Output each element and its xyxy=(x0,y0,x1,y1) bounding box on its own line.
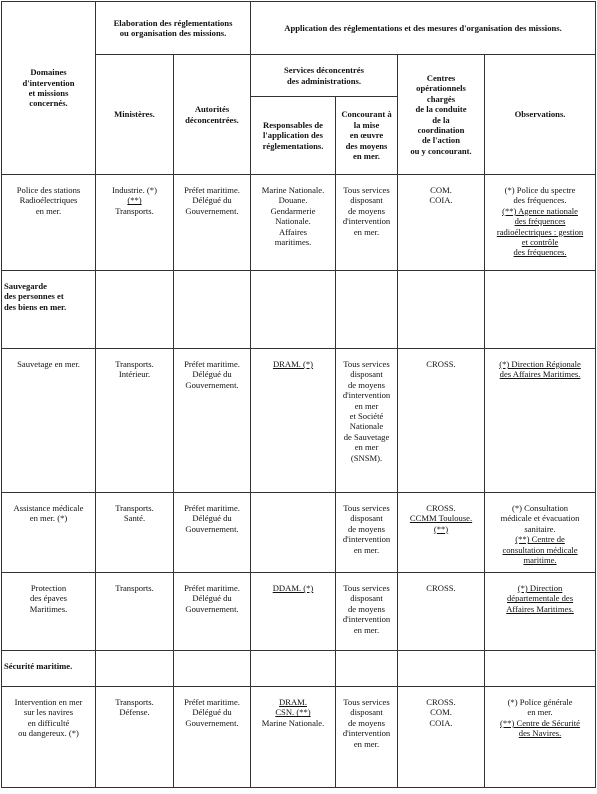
cell-line: CROSS. xyxy=(426,359,456,369)
empty-cell xyxy=(174,651,251,687)
centres-cell xyxy=(398,349,485,493)
cell-line: de moyens xyxy=(348,379,385,390)
centres-cell xyxy=(398,175,485,271)
header-responsables: Responsables de l'application des réglementations. xyxy=(251,97,336,175)
cell-line: Gouvernement. xyxy=(185,205,239,216)
header-centres: Centres opérationnels chargés de la conduite de la coordination de l'action ou y concourant. xyxy=(398,55,485,175)
observations-cell xyxy=(485,175,596,271)
cell-line: Sauvetage en mer. xyxy=(17,359,80,369)
cell-line: CROSS. xyxy=(426,697,456,707)
cell-line: d'intervention xyxy=(342,390,391,401)
concourant-cell xyxy=(336,573,398,651)
responsables-cell xyxy=(251,573,336,651)
cell-line: Assistance médicale xyxy=(13,503,84,513)
ministeres-cell xyxy=(96,493,174,573)
ministeres-cell xyxy=(96,349,174,493)
cell-line: en mer xyxy=(354,400,379,411)
cell-line: départementale des xyxy=(506,593,574,604)
ministeres-cell xyxy=(96,175,174,271)
autorites-cell xyxy=(174,687,251,788)
responsables-cell xyxy=(251,687,336,788)
cell-line: Nationale. xyxy=(275,216,311,227)
ministeres-cell xyxy=(96,573,174,651)
cell-line: Tous services xyxy=(343,583,390,593)
domain-cell xyxy=(2,175,96,271)
header-autorites: Autorités déconcentrées. xyxy=(174,55,251,175)
cell-line: sanitaire. xyxy=(524,523,556,534)
header-concourant: Concourant à la mise en œuvre des moyens en mer. xyxy=(336,97,398,175)
cell-line: en mer. xyxy=(35,205,62,216)
cell-line: Délégué du xyxy=(192,707,232,718)
cell-line: en mer. xyxy=(353,226,380,237)
regulations-table xyxy=(1,1,596,788)
cell-line: de moyens xyxy=(348,603,385,614)
cell-line: en mer. xyxy=(527,707,553,718)
cell-line: radioélectriques : gestion xyxy=(496,226,584,237)
cell-line: en mer. (*) xyxy=(29,513,68,524)
cell-line: et contrôle xyxy=(521,237,559,248)
cell-line: (**) Centre de Sécurité xyxy=(500,717,580,728)
cell-line: disposant xyxy=(350,593,383,604)
cell-line: Délégué du xyxy=(192,513,232,524)
cell-line: Protection xyxy=(30,583,67,593)
concourant-cell xyxy=(336,175,398,271)
cell-line: Délégué du xyxy=(192,593,232,604)
cell-line: (**) Agence nationale xyxy=(502,205,578,216)
responsables-cell xyxy=(251,175,336,271)
cell-line: Sauvegarde xyxy=(4,281,47,291)
cell-line: Tous services xyxy=(343,503,390,513)
autorites-cell xyxy=(174,573,251,651)
cell-line: Gouvernement. xyxy=(185,379,239,390)
observations-cell xyxy=(485,349,596,493)
cell-line: sur les navires xyxy=(23,707,74,718)
cell-line: de moyens xyxy=(348,717,385,728)
cell-line: Transports. xyxy=(115,503,154,513)
cell-line: Préfet maritime. xyxy=(184,503,240,513)
cell-line: (*) Police générale xyxy=(507,697,573,707)
cell-line: (SNSM). xyxy=(350,452,383,463)
empty-cell xyxy=(398,651,485,687)
cell-line: médicale et évacuation xyxy=(500,513,580,524)
cell-line: Maritimes. xyxy=(29,603,68,614)
cell-line: (*) Police du spectre xyxy=(504,185,576,195)
cell-line: en mer. xyxy=(353,738,380,749)
empty-cell xyxy=(336,271,398,349)
cell-line: ou dangereux. (*) xyxy=(18,728,79,739)
cell-line: et Société xyxy=(349,411,384,422)
cell-line: disposant xyxy=(350,195,383,206)
cell-line: des fréquences. xyxy=(513,247,567,258)
cell-line: CROSS. xyxy=(426,503,456,513)
header-application: Application des réglementations et des mesures d'organisation des missions. xyxy=(251,2,596,55)
cell-line: Douane. xyxy=(278,195,308,206)
cell-line: Marine Nationale. xyxy=(261,185,325,195)
cell-line: Préfet maritime. xyxy=(184,697,240,707)
cell-line: Intervention en mer xyxy=(14,697,83,707)
header-services: Services déconcentrés des administrations. xyxy=(251,55,398,97)
responsables-cell xyxy=(251,493,336,573)
concourant-cell xyxy=(336,493,398,573)
cell-line: Délégué du xyxy=(192,369,232,380)
cell-line: Gouvernement. xyxy=(185,603,239,614)
cell-line: de Sauvetage xyxy=(343,431,390,442)
table-row xyxy=(2,573,596,651)
cell-line: COM. xyxy=(430,185,452,195)
cell-line: Affaires xyxy=(279,226,307,237)
domain-cell xyxy=(2,349,96,493)
ministeres-cell xyxy=(96,687,174,788)
table-row xyxy=(2,687,596,788)
table-body xyxy=(2,175,596,788)
cell-line: des fréquences xyxy=(514,216,566,227)
table-row xyxy=(2,349,596,493)
cell-line: maritime. xyxy=(523,555,557,566)
cell-line: de moyens xyxy=(348,523,385,534)
cell-line: Nationale xyxy=(349,421,384,432)
cell-line: COM. xyxy=(430,707,452,718)
cell-line: maritimes. xyxy=(274,237,312,248)
concourant-cell xyxy=(336,687,398,788)
cell-line: Tous services xyxy=(343,697,390,707)
cell-line: Préfet maritime. xyxy=(184,185,240,195)
domain-cell xyxy=(2,573,96,651)
cell-line: en difficulté xyxy=(27,717,70,728)
empty-cell xyxy=(251,651,336,687)
empty-cell xyxy=(485,271,596,349)
section-title xyxy=(2,271,96,349)
cell-line: Préfet maritime. xyxy=(184,359,240,369)
cell-line: Transports. xyxy=(115,205,154,216)
cell-line: des personnes et xyxy=(4,291,64,302)
cell-line: Police des stations xyxy=(16,185,81,195)
header-observations: Observations. xyxy=(485,55,596,175)
cell-line: Transports. xyxy=(115,359,154,369)
empty-cell xyxy=(336,651,398,687)
cell-line: des épaves xyxy=(30,593,67,604)
cell-line: Intérieur. xyxy=(118,369,151,380)
cell-line: de moyens xyxy=(348,205,385,216)
cell-line: Santé. xyxy=(123,513,146,524)
cell-line: Marine Nationale. xyxy=(261,717,325,728)
centres-cell xyxy=(398,687,485,788)
cell-line: Préfet maritime. xyxy=(184,583,240,593)
section-row xyxy=(2,271,596,349)
cell-line: (*) Direction Régionale xyxy=(499,359,581,369)
observations-cell xyxy=(485,493,596,573)
cell-line: des Navires. xyxy=(518,728,562,739)
empty-cell xyxy=(96,271,174,349)
cell-line: Défense. xyxy=(119,707,150,718)
cell-line: Délégué du xyxy=(192,195,232,206)
empty-cell xyxy=(251,271,336,349)
cell-line: disposant xyxy=(350,707,383,718)
cell-line: des biens en mer. xyxy=(4,301,67,312)
observations-cell xyxy=(485,573,596,651)
autorites-cell xyxy=(174,349,251,493)
cell-line: (**) xyxy=(127,195,142,206)
cell-line: CROSS. xyxy=(426,583,456,593)
cell-line: d'intervention xyxy=(342,534,391,545)
cell-line: COIA. xyxy=(429,195,453,206)
empty-cell xyxy=(96,651,174,687)
cell-line: Affaires Maritimes. xyxy=(506,603,574,614)
cell-line: Industrie. (*) xyxy=(112,185,157,195)
cell-line: Gouvernement. xyxy=(185,523,239,534)
concourant-cell xyxy=(336,349,398,493)
cell-line: disposant xyxy=(350,369,383,380)
domain-cell xyxy=(2,687,96,788)
cell-line: (**) Centre de xyxy=(515,534,565,545)
header-domains: Domaines d'intervention et missions concernés. xyxy=(2,2,96,175)
cell-line: DDAM. (*) xyxy=(272,583,314,593)
cell-line: Tous services xyxy=(343,359,390,369)
header-elaboration: Elaboration des réglementations ou organisation des missions. xyxy=(96,2,251,55)
cell-line: d'intervention xyxy=(342,728,391,739)
table-row xyxy=(2,493,596,573)
cell-line: (**) xyxy=(433,523,449,534)
section-title xyxy=(2,651,96,687)
cell-line: disposant xyxy=(350,513,383,524)
responsables-cell xyxy=(251,349,336,493)
observations-cell xyxy=(485,687,596,788)
empty-cell xyxy=(174,271,251,349)
table-row xyxy=(2,175,596,271)
cell-line: CSN. (**) xyxy=(275,707,311,718)
cell-line: DRAM. xyxy=(279,697,307,707)
cell-line: en mer. xyxy=(353,624,380,635)
cell-line: Gouvernement. xyxy=(185,717,239,728)
empty-cell xyxy=(485,651,596,687)
cell-line: d'intervention xyxy=(342,614,391,625)
cell-line: Tous services xyxy=(343,185,390,195)
cell-line: d'intervention xyxy=(342,216,391,227)
cell-line: CCMM Toulouse. xyxy=(409,513,473,524)
autorites-cell xyxy=(174,175,251,271)
cell-line: Radioélectriques xyxy=(19,195,78,206)
empty-cell xyxy=(398,271,485,349)
centres-cell xyxy=(398,493,485,573)
cell-line: en mer xyxy=(354,442,379,453)
domain-cell xyxy=(2,493,96,573)
cell-line: en mer. xyxy=(353,544,380,555)
cell-line: (*) Direction xyxy=(517,583,563,593)
cell-line: consultation médicale xyxy=(502,544,578,555)
header-ministeres: Ministères. xyxy=(96,55,174,175)
cell-line: des Affaires Maritimes. xyxy=(499,369,581,380)
cell-line: (*) Consultation xyxy=(511,503,569,513)
centres-cell xyxy=(398,573,485,651)
autorites-cell xyxy=(174,493,251,573)
cell-line: COIA. xyxy=(429,717,453,728)
cell-line: Transports. xyxy=(115,697,154,707)
cell-line: Gendarmerie xyxy=(270,205,316,216)
cell-line: Transports. xyxy=(115,583,154,593)
section-row xyxy=(2,651,596,687)
cell-line: des fréquences. xyxy=(513,195,567,206)
cell-line: DRAM. (*) xyxy=(272,359,314,369)
cell-line: Sécurité maritime. xyxy=(4,661,73,671)
